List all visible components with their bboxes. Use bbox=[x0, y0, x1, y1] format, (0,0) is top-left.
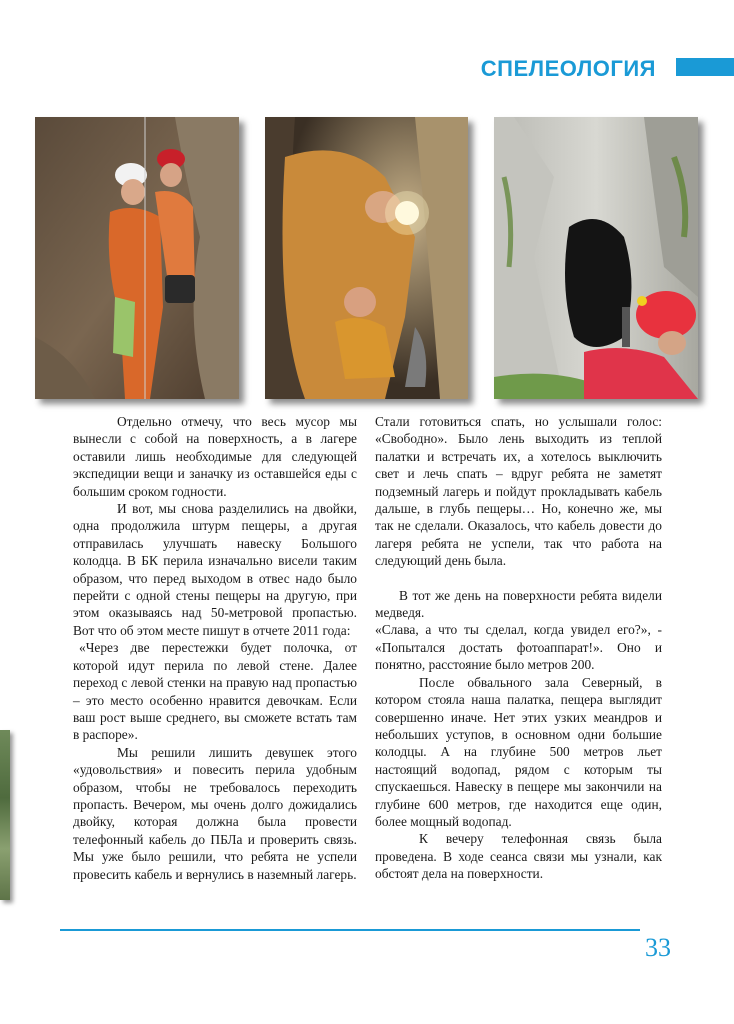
footer-divider bbox=[60, 929, 640, 931]
article-paragraph: Мы решили лишить девушек этого «удовольствия» и повесить перила удобным образом, чтобы не требовалось переходить пропасть. Вечером, мы очень долго дожидались двойку, которая должна была провести телефонный кабель до ПБЛа и проверить связь. Мы уже было решили, что ребята не успели провесить кабель и вернулись в наземный лагерь. bbox=[73, 744, 357, 882]
section-title: СПЕЛЕОЛОГИЯ bbox=[480, 56, 656, 81]
article-paragraph: После обвального зала Северный, в котором стояла наша палатка, пещера выглядит совершенно иначе. Нет этих узких меандров и небольших уступов, в основном одни большие колодцы. А на глубине 500 метров льет настоящий водопад, рядом с которым ты спускаешься. Навеску в пещере мы закончили на глубине 600 метров, где находится еще один, более мощный водопад. bbox=[375, 674, 662, 829]
adjacent-page-photo-edge bbox=[0, 730, 10, 900]
article-paragraph: И вот, мы снова разделились на двойки, одна продолжила штурм пещеры, а другая отправилась улучшать навеску Большого колодца. В БК перила изначально висели таким образом, что перед выходом в отвес надо было перейти с одной стены пещеры на другую, при этом оказываясь над 50-метровой пропастью. Вот что об этом месте пишут в отчете 2011 года: bbox=[73, 501, 357, 638]
article-quote: «Через две перестежки будет полочка, от которой идут перила по левой стене. Далее переход с левой стенки на правую над пропастью – это место особенно нравится девочкам. Если ваш рост выше среднего, вы сможете встать там в распоре». bbox=[73, 640, 357, 743]
page-number: 33 bbox=[645, 933, 671, 962]
article-paragraph: К вечеру телефонная связь была проведена. В ходе сеанса связи мы узнали, как обстоят дела на поверхности. bbox=[375, 831, 662, 882]
cavers-in-narrow-passage-photo bbox=[265, 117, 468, 399]
cavers-on-rope-photo bbox=[35, 117, 239, 399]
article-paragraph: Стали готовиться спать, но услышали голос: «Свободно». Было лень выходить из теплой палатки и встречать их, а хотелось выключить свет и лечь спать – вдруг ребята не заметят подземный лагерь и пойдут прокладывать кабель дальше, в глубь пещеры… Но, конечно же, мы так не сделали. Оказалось, что кабель довести до лагеря ребята не успели, так что работа на следующий день была. bbox=[375, 414, 662, 569]
article-paragraph: Отдельно отмечу, что весь мусор мы вынесли с собой на поверхность, а в лагере оставили лишь необходимые для следующей экспедиции вещи и заначку из оставшейся еды с большим сроком годности. bbox=[73, 414, 357, 499]
article-right-column bbox=[375, 413, 662, 883]
article-left-column bbox=[73, 413, 357, 883]
article-paragraph: «Слава, а что ты сделал, когда увидел его?», - «Попытался достать фотоаппарат!». Оно и понятно, расстояние было метров 200. bbox=[375, 622, 662, 673]
cave-entrance-photo bbox=[494, 117, 698, 399]
article-paragraph: В тот же день на поверхности ребята видели медведя. bbox=[375, 587, 662, 621]
section-title-bar bbox=[676, 58, 734, 76]
